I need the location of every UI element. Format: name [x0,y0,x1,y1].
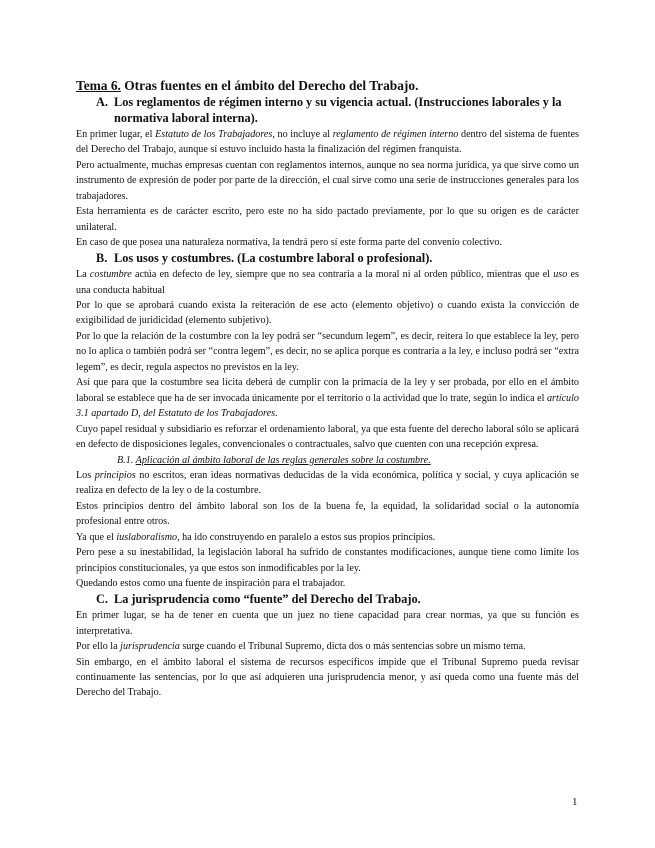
section-c-heading [76,592,579,608]
paragraph: Quedando estos como una fuente de inspiración para el trabajador. [76,578,346,590]
italic-run: uso [553,269,568,281]
text-run: , no incluye al [272,129,333,140]
paragraph [76,530,579,545]
paragraph: Por lo que la relación de la costumbre con la ley podrá ser “secundum legem”, es decir, reitera lo que establece la ley, pero no lo aplica o también podrá ser “contra legem”, es decir, no se aplica porque es contraria a la ley, e incluso podrá ser “extra legem”, es decir, regula aspectos no previstos en la ley. [76,330,579,373]
document-title [76,78,579,94]
text-run: no escritos, eran ideas normativas deducidas de la vida económica, política y social, y cuya aplicación se realiza en defecto de la ley o de la costumbre. [76,470,579,497]
title-prefix: Tema 6. [76,78,121,93]
italic-run: jurisprudencia [120,641,180,653]
italic-run: artículo 3.1 apartado D, del Estatuto de los Trabajadores [76,392,579,420]
text-run: surge cuando el Tribunal Supremo, dicta dos o más sentencias sobre un mismo tema. [179,641,526,653]
paragraph: En caso de que posea una naturaleza normativa, la tendrá pero sí este forma parte del convenio colectivo. [76,237,502,249]
paragraph: Esta herramienta es de carácter escrito, pero este no ha sido pactado previamente, por lo que su origen es de carácter unilateral. [76,206,579,233]
text-run: Así que para que la costumbre sea lícita deberá de cumplir con la primacía de la ley y ser probada, por ello en el ámbito laboral se establece que ha de ser invocada únicamente por el territorio o la actividad que lo trate, según lo indica el [76,377,579,404]
section-b-heading [76,251,579,267]
title-text: Otras fuentes en el ámbito del Derecho del Trabajo. [120,78,419,93]
italic-run: principios [94,470,136,482]
page-number: 1 [572,796,578,808]
section-a-title: Los reglamentos de régimen interno y su vigencia actual. (Instrucciones laborales y la normativa laboral interna). [114,95,562,125]
paragraph: Por lo que se aprobará cuando exista la reiteración de ese acto (elemento objetivo) o cuando exista la convicción de exigibilidad de juridicidad (elemento subjetivo). [76,300,579,327]
italic-run: Estatuto de los Trabajadores [155,129,273,140]
section-b-letter: B. [96,250,108,265]
text-run: . [275,408,278,420]
paragraph: Pero actualmente, muchas empresas cuentan con reglamentos internos, aunque no sea norma jurídica, ya que sirve como un instrumento de expresión de poder por parte de la dirección, el cual sirve como una serie de instrucciones generales para los trabajadores. [76,159,579,202]
paragraph [76,375,579,421]
text-run: , ha ido construyendo en paralelo a estos sus propios principios. [177,531,436,543]
section-a-heading [76,95,579,126]
italic-run: reglamento de régimen interno [332,129,459,140]
document-body [76,78,579,701]
paragraph [76,267,579,298]
section-a-letter: A. [96,95,108,109]
text-run: En primer lugar, el [76,129,156,140]
text-run: es una conducta habitual [76,269,579,296]
paragraph: Sin embargo, en el ámbito laboral el sistema de recursos específicos impide que el Tribunal Supremo pueda revisar continuamente las sentencias, por lo que así adquieren una jurisprudencia menor, y así queda como una fuente más del Derecho del Trabajo. [76,656,579,699]
subsection-title: Aplicación al ámbito laboral de las reglas generales sobre la costumbre. [135,454,431,466]
text-run: dentro del sistema de fuentes del Derecho del Trabajo, aunque sí estuvo incluido hasta la finalización del régimen franquista. [76,129,579,156]
section-c-letter: C. [96,591,108,606]
section-b-title: Los usos y costumbres. (La costumbre laboral o profesional). [114,250,433,265]
paragraph [76,468,579,499]
subsection-b1-heading [76,453,579,468]
text-run: actúa en defecto de ley, siempre que no sea contraria a la moral ni al orden público, mientras que el [131,269,554,281]
text-run: Los [76,470,95,482]
paragraph: Pero pese a su inestabilidad, la legislación laboral ha sufrido de constantes modificaciones, aunque tiene como límite los principios constitucionales, ya que estos son inmodificables por la ley. [76,547,579,574]
subsection-number: B.1. [117,454,134,466]
paragraph: Estos principios dentro del ámbito laboral son los de la buena fe, la equidad, la solidaridad social o la autonomía profesional entre otros. [76,500,579,528]
italic-run: costumbre [89,269,132,281]
text-run: La [76,269,90,281]
text-run: Ya que el [76,531,117,543]
text-run: Por ello la [76,641,121,653]
section-c-title: La jurisprudencia como “fuente” del Derecho del Trabajo. [114,591,421,606]
paragraph: En primer lugar, se ha de tener en cuenta que un juez no tiene capacidad para crear normas, ya que su función es interpretativa. [76,610,579,637]
paragraph [76,639,579,654]
paragraph: Cuyo papel residual y subsidiario es reforzar el ordenamiento laboral, ya que esta fuente del derecho laboral sólo se aplicará en defecto de disposiciones legales, convencionales o contractuales, salvo que cuenten con una recepción expresa. [76,423,579,451]
italic-run: iuslaboralismo [116,531,178,543]
paragraph [76,127,579,158]
